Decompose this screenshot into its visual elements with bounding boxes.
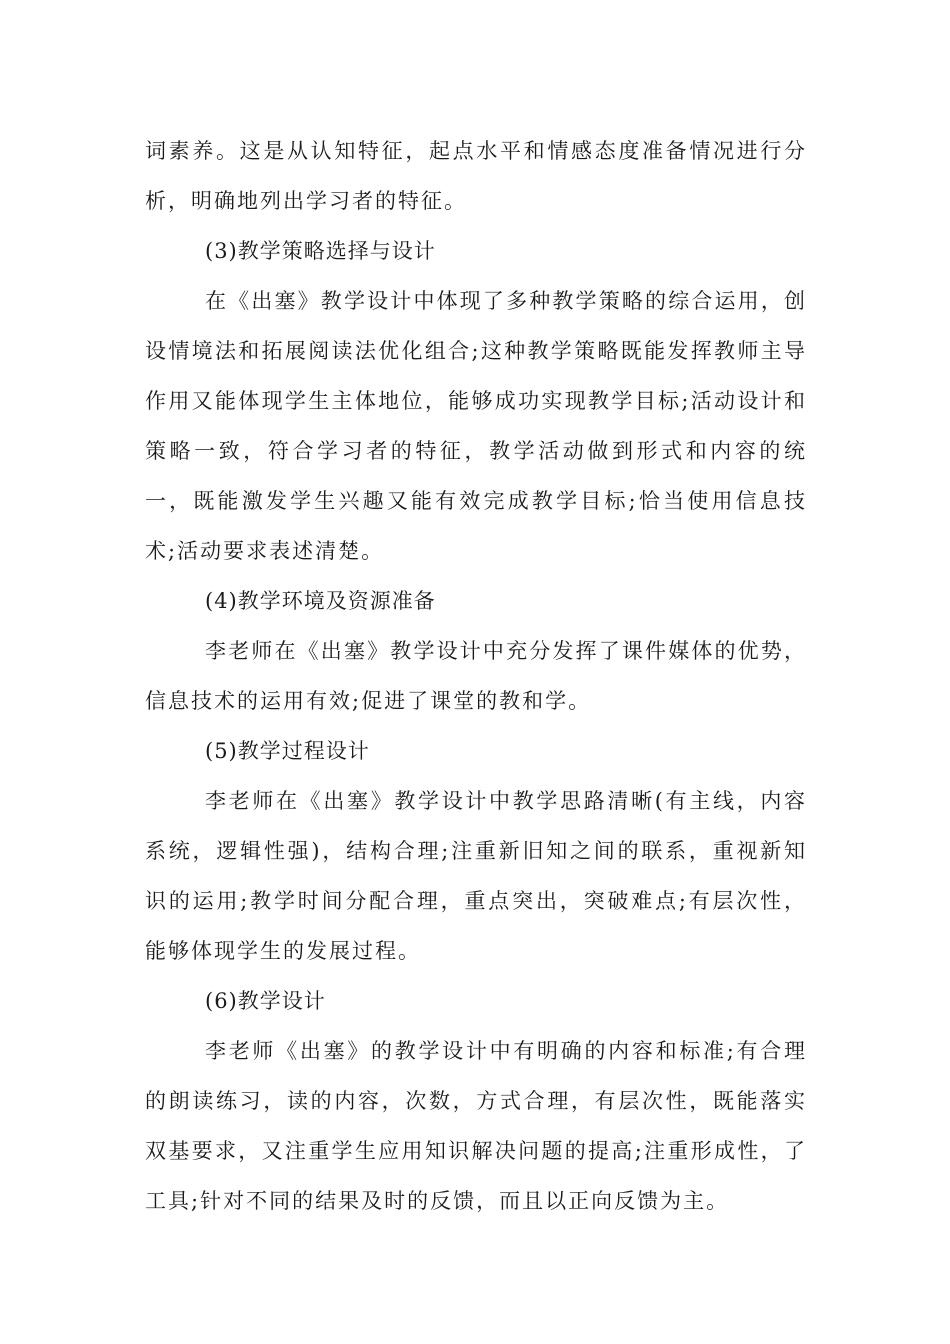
paragraph-process: 李老师在《出塞》教学设计中教学思路清晰(有主线，内容系统，逻辑性强)，结构合理;注重新旧知之间的联系，重视新知识的运用;教学时间分配合理，重点突出，突破难点;有层次性，能够体现学生的发展过程。 bbox=[145, 789, 807, 963]
section-heading-4: (4)教学环境及资源准备 bbox=[205, 589, 436, 613]
section-heading-5: (5)教学过程设计 bbox=[205, 739, 370, 763]
section-heading-3: (3)教学策略选择与设计 bbox=[205, 239, 436, 263]
paragraph-design: 李老师《出塞》的教学设计中有明确的内容和标准;有合理的朗读练习，读的内容，次数，方式合理，有层次性，既能落实双基要求，又注重学生应用知识解决问题的提高;注重形成性，了工具;针对不同的结果及时的反馈，而且以正向反馈为主。 bbox=[145, 1039, 807, 1213]
paragraph-environment: 李老师在《出塞》教学设计中充分发挥了课件媒体的优势，信息技术的运用有效;促进了课堂的教和学。 bbox=[145, 639, 807, 713]
section-heading-6: (6)教学设计 bbox=[205, 989, 326, 1013]
document-body bbox=[145, 126, 807, 1226]
paragraph-continued: 词素养。这是从认知特征，起点水平和情感态度准备情况进行分析，明确地列出学习者的特征。 bbox=[145, 139, 807, 213]
paragraph-strategy: 在《出塞》教学设计中体现了多种教学策略的综合运用，创设情境法和拓展阅读法优化组合;这种教学策略既能发挥教师主导作用又能体现学生主体地位，能够成功实现教学目标;活动设计和策略一致，符合学习者的特征，教学活动做到形式和内容的统一，既能激发学生兴趣又能有效完成教学目标;恰当使用信息技术;活动要求表述清楚。 bbox=[145, 289, 807, 563]
